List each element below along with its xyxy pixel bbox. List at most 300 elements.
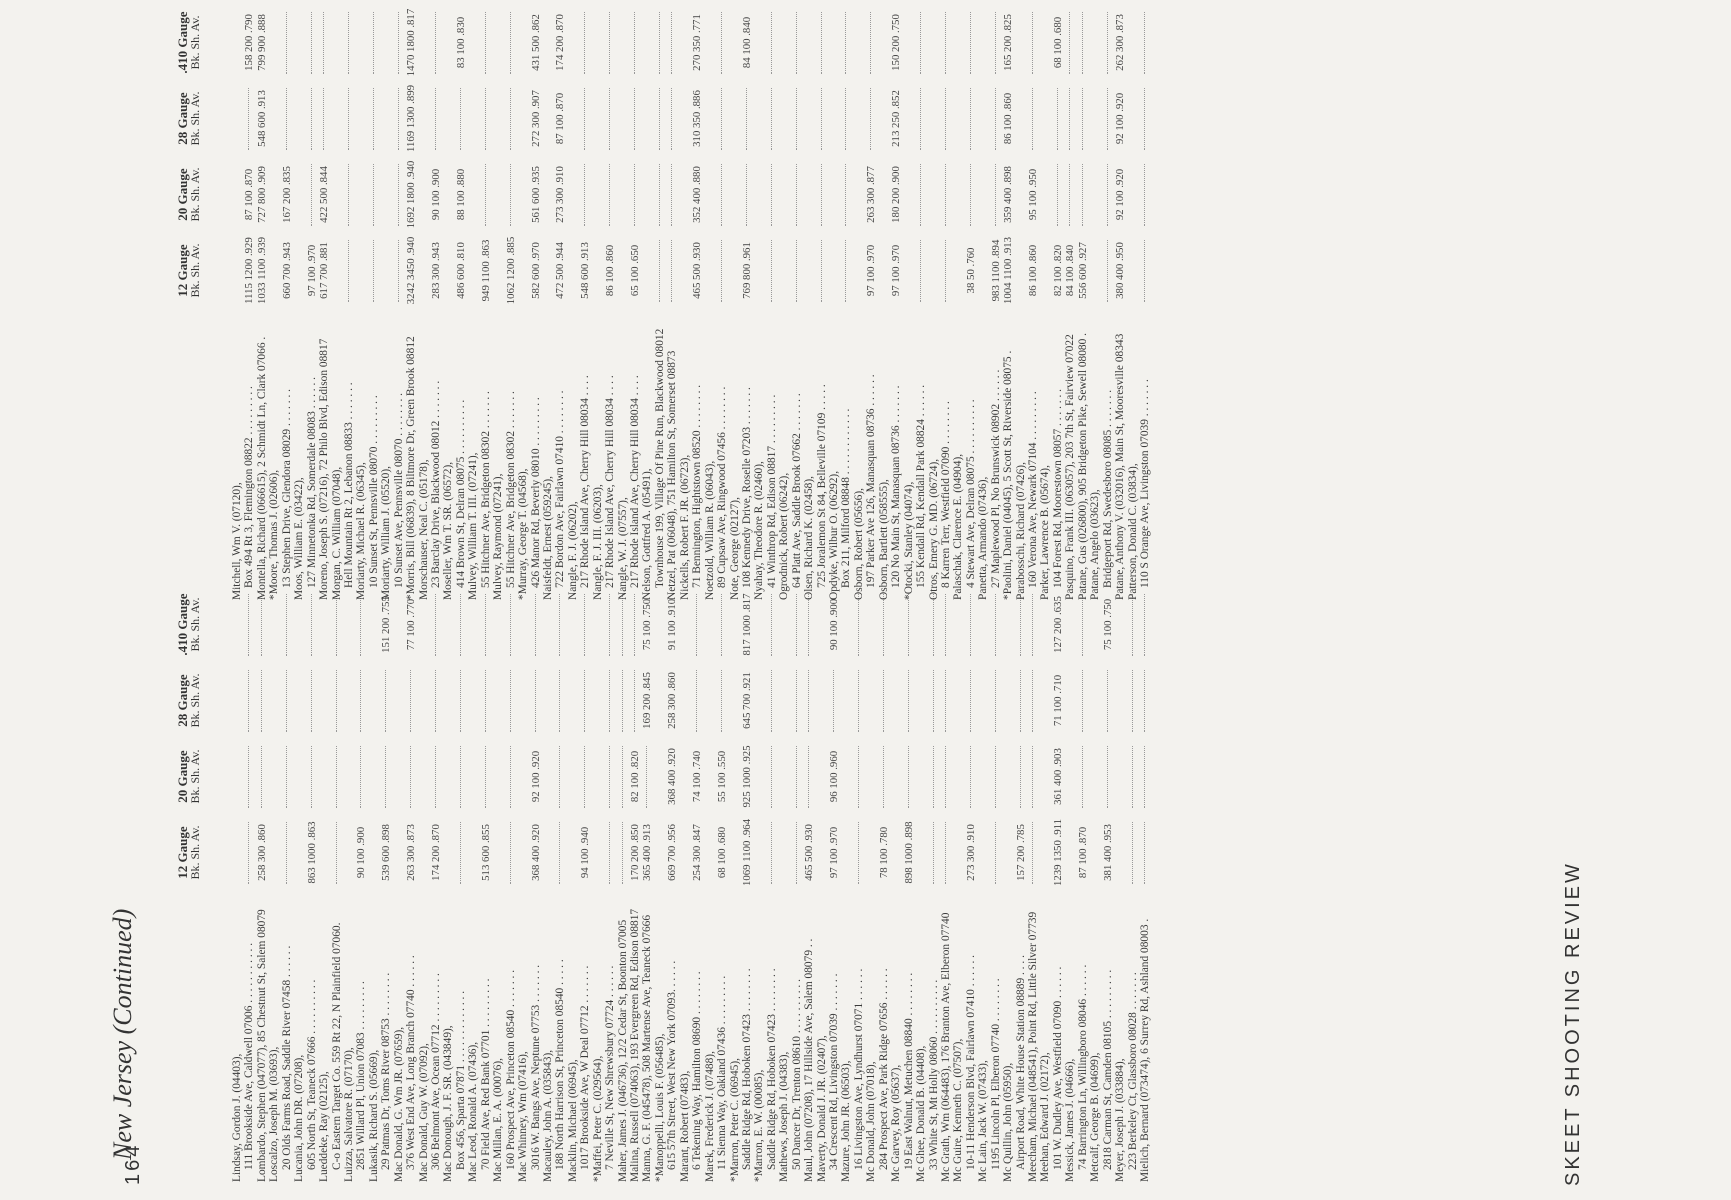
shooter-row [641,10,653,600]
score-cell: 352 400 .880 [691,166,704,223]
score-cell: 422 500 .844 [318,166,331,223]
gauge-header-28: 28 Gauge Bk. Sh. Av. [175,673,202,728]
shooter-row [977,592,989,1182]
shooter-name: Morgan, C. William (07048), [330,466,343,600]
score-cell: 548 600 .913 [255,90,268,147]
score-cell: 258 300 .860 [255,824,268,881]
shooter-name: Moos, William E. (03422), [293,477,306,600]
empty-score-leader [659,88,660,150]
empty-score-leader [1132,822,1133,884]
score-cell: 359 400 .898 [1002,166,1015,223]
empty-score-leader [634,670,635,732]
empty-score-leader [771,670,772,732]
score-cell: 254 300 .847 [691,824,704,881]
score-cell: 82 100 .820 [629,750,641,803]
score-cell: 381 400 .953 [1101,824,1114,881]
address-row [816,10,828,600]
shooter-row [567,592,579,1182]
score-cell: 513 600 .855 [479,824,492,881]
shooter-row [629,592,641,1182]
address-text: 101 W. Dudley Ave, Westfield 07090 . . . . . . [1051,966,1064,1170]
empty-score-leader [858,822,859,884]
score-cell: 556 600 .927 [1076,242,1089,299]
shooter-row [654,592,666,1182]
shooter-row [492,10,504,600]
shooter-list [231,592,1151,1182]
empty-score-leader [845,88,846,150]
address-row [331,592,343,1182]
score-cell: 86 100 .860 [604,244,617,297]
shooter-name: Netzel, Pat (06048), 751 Hamilton St, Somerset 08873 [666,350,679,600]
empty-score-leader [995,670,996,732]
section-title: New Jersey (Continued) [108,908,137,1160]
address-text: 615 57th Street, West New York 07093. . . . . . [666,960,679,1170]
shooter-name: Nickells, Robert F. JR. (06723), [678,454,691,600]
score-cell: 486 600 .810 [454,242,467,299]
empty-score-leader [261,670,262,732]
score-cell: 1239 1350 .911 [1051,818,1064,887]
address-row [840,10,852,600]
empty-score-leader [995,164,996,226]
shooter-name: Morschauser, Neal C. (05178), [417,459,430,600]
empty-score-leader [311,12,312,74]
address-text: 110 S Orange Ave, Livingston 07039 . . . . . . . [1138,379,1151,588]
shooter-name: Otros, Emery G. MD. (06724), [927,458,940,600]
empty-score-leader [808,746,809,808]
address-row [604,10,616,600]
address-row [455,592,467,1182]
empty-score-leader [796,746,797,808]
empty-score-leader [870,88,871,150]
empty-score-leader [348,88,349,150]
shooter-name: Mac Donough, J. F. SR. (043849), [442,1025,455,1182]
shooter-name: Patane, Gus (026800), 905 Bridgeton Pike, Sewell 08080 . [1076,332,1089,600]
empty-score-leader [336,594,337,656]
empty-score-leader [248,88,249,150]
address-row [306,10,318,600]
empty-score-leader [485,164,486,226]
empty-score-leader [311,746,312,808]
shooter-row [1002,592,1014,1182]
address-row [1077,592,1089,1182]
address-text: 426 Manor Rd, Beverly 08010 . . . . . . . . . [529,397,542,588]
score-cell: 465 500 .930 [803,824,816,881]
shooter-row [442,592,454,1182]
shooter-row [704,592,716,1182]
score-cell: 817 1000 .817 [740,593,753,656]
shooter-row [380,10,392,600]
score-cell: 75 100 .750 [641,598,654,651]
address-text: 50 Dancer Dr, Trenton 08610 . . . . . . . . . . [790,979,803,1170]
score-cell: 561 600 .935 [529,166,542,223]
empty-score-leader [435,12,436,74]
address-text: 160 Prospect Ave, Princeton 08540 . . . . . . . [504,969,517,1170]
shooter-row [890,592,902,1182]
shooter-row [1027,592,1039,1182]
shooter-row [231,592,243,1182]
address-row [865,10,877,600]
score-cell: 368 400 .920 [666,748,679,805]
empty-score-leader [261,594,262,656]
address-text: Box 494 Rt 3, Flemington 08822 . . . . . . . . . [243,386,256,588]
score-cell: 92 100 .920 [1114,92,1127,145]
shooter-name: Meehan, Edward J. (02172), [1039,1052,1052,1182]
address-text: 16 Livingston Ave, Lyndhurst 07071 . . . . . . [852,968,865,1170]
empty-score-leader [336,822,337,884]
address-text: 188 North Harrison St, Princeton 08540 . . . . . [554,959,567,1170]
address-row [554,10,566,600]
score-cell: 645 700 .921 [740,672,753,729]
score-cell: 270 350 .771 [691,14,704,71]
shooter-name: Malina, Russell (074063), 193 Evergreen Rd, Edison 08817 [629,908,641,1182]
empty-score-leader [510,670,511,732]
empty-score-leader [248,670,249,732]
address-row [368,10,380,600]
address-row [430,592,442,1182]
address-row [243,592,255,1182]
shooter-row [442,10,454,600]
score-cell: 97 100 .970 [890,244,903,297]
score-cell: 92 100 .920 [1114,168,1127,221]
shooter-row [778,592,790,1182]
score-cell: 82 100 .820 [1051,244,1064,297]
empty-score-leader [883,746,884,808]
gauge-header-12: 12 Gauge Bk. Sh. Av. [175,243,202,298]
shooter-name: Marek, Frederick J. (07488), [703,1051,716,1182]
shooter-name: Parabosschi, Richard (07426), [1014,462,1027,600]
empty-score-leader [622,822,623,884]
score-cell: 1115 1200 .929 [243,237,256,304]
empty-score-leader [559,594,560,656]
empty-score-leader [1144,12,1145,74]
shooter-row [617,10,629,600]
empty-score-leader [609,746,610,808]
shooter-row [268,10,280,600]
address-text: 1195 Lincoln Pl, Elberon 07740 . . . . . . . . [989,978,1002,1170]
shooter-name: Nelson, Gottfred A. (05491), [641,468,654,600]
empty-score-leader [771,12,772,74]
address-row [1052,10,1064,600]
shooter-row [1064,592,1076,1182]
shooter-name: Mc Grath, Wm (064483), 176 Branton Ave, Elberon 07740 [939,912,952,1182]
shooter-name: Lindsay, Gordon J. (04403), [231,1053,243,1182]
address-row [604,592,616,1182]
shooter-row [1064,10,1076,600]
shooter-name: Panetta, Armando (07436), [977,476,990,600]
score-cell: 310 350 .886 [691,90,704,147]
shooter-name: Mac Whinney, Wm (07416), [517,1051,530,1182]
empty-score-leader [435,746,436,808]
empty-score-leader [286,594,287,656]
empty-score-leader [1057,88,1058,150]
empty-score-leader [261,746,262,808]
empty-score-leader [933,746,934,808]
empty-score-leader [808,594,809,656]
shooter-row [592,10,604,600]
address-row [1102,10,1114,600]
shooter-row [567,10,579,600]
empty-score-leader [460,88,461,150]
shooter-row [418,592,430,1182]
empty-score-leader [1032,822,1033,884]
shooter-name: Mathews, Joseph J. (04383), [778,1051,791,1182]
empty-score-leader [1057,164,1058,226]
score-cell: 3242 3450 .940 [405,236,418,305]
address-row [791,10,803,600]
shooter-name: Maher, James J. (046736), 12/2 Cedar St, Boonton 07005 [616,919,629,1182]
score-cell: 78 100 .780 [877,826,890,879]
address-text: 64 Platt Ave, Saddle Brook 07662 . . . . . . . [790,393,803,588]
empty-score-leader [373,240,374,302]
shooter-name: Mazure, John JR. (06503), [840,1060,853,1182]
empty-score-leader [721,594,722,656]
address-text: 104 Forest Rd, Moorestown 08057 . . . . . . . [1051,388,1064,588]
score-cell: 472 500 .944 [554,242,567,299]
address-text: 71 Bennington, Hightstown 08520 . . . . . . . . [691,384,704,588]
shooter-name: Ogrodnick, Robert (06242), [778,472,791,600]
empty-score-leader [771,240,772,302]
gauge-header-20: 20 Gauge Bk. Sh. Av. [175,749,202,804]
shooter-row [467,592,479,1182]
address-text: 1017 Brookside Ave, W Deal 07712 . . . . . . . [579,965,592,1170]
empty-score-leader [348,12,349,74]
address-row [455,10,467,600]
empty-score-leader [945,88,946,150]
empty-score-leader [796,670,797,732]
empty-score-leader [1020,594,1021,656]
shooter-row [467,10,479,600]
shooter-name: *Marron, E. W. (00085), [753,1069,766,1182]
shooter-name: Patane, Angelo (03623), [1089,489,1102,600]
empty-score-leader [510,88,511,150]
empty-score-leader [995,594,996,656]
empty-score-leader [1082,746,1083,808]
empty-score-leader [696,670,697,732]
empty-score-leader [360,746,361,808]
address-text: 306 Belmont Ave, Ocean 07712 . . . . . . . . . [430,973,442,1170]
score-cell: 86 100 .860 [1027,244,1039,297]
shooter-row [293,10,305,600]
empty-score-leader [286,746,287,808]
score-cell: 90 100 .900 [355,826,368,879]
empty-score-leader [584,594,585,656]
score-cell: 368 400 .920 [529,824,542,881]
empty-score-leader [336,746,337,808]
shooter-name: Macauley, John A. (035843), [541,1049,554,1182]
shooter-name: Patterson, Donald C. (03834), [1126,463,1139,600]
empty-score-leader [646,746,647,808]
shooter-name: Mac Donald, Guy W. (07092), [417,1043,430,1182]
empty-score-leader [671,240,672,302]
address-text: 722 Bordon Ave, Fairlawn 07410 . . . . . . . . [554,390,567,588]
shooter-row [679,592,691,1182]
shooter-name: *Murray, George T. (04568), [517,468,530,600]
score-cell: 95 100 .950 [1027,168,1039,221]
empty-score-leader [845,240,846,302]
score-cell: 97 100 .970 [305,244,318,297]
empty-score-leader [1032,88,1033,150]
empty-score-leader [584,88,585,150]
empty-score-leader [510,822,511,884]
shooter-name: Parker, Lawrence B. (05674), [1039,465,1052,600]
score-cell: 90 100 .900 [828,598,840,651]
shooter-row [753,10,765,600]
empty-score-leader [435,670,436,732]
score-cell: 548 600 .913 [579,242,592,299]
shooter-name: Lukasik, Richard S. (05669), [367,1049,380,1182]
address-text: 27 Maplewood Pl, No Brunswick 08902 . . . . . . [989,369,1002,588]
shooter-row [828,10,840,600]
empty-score-leader [348,240,349,302]
empty-score-leader [721,12,722,74]
address-text: 89 Cupsaw Ave, Ringwood 07456 . . . . . . . . [716,386,729,588]
score-cell: 539 600 .898 [380,824,393,881]
score-cell: 91 100 .910 [666,598,679,651]
empty-score-leader [584,670,585,732]
empty-score-leader [460,594,461,656]
empty-score-leader [311,164,312,226]
empty-score-leader [1144,746,1145,808]
empty-score-leader [1107,88,1108,150]
shooter-row [803,592,815,1182]
empty-score-leader [510,12,511,74]
empty-score-leader [622,594,623,656]
shooter-name: Nyahay, Theodore R. (02460), [753,461,766,600]
empty-score-leader [671,164,672,226]
left-column [176,592,1151,1182]
score-cell: 75 100 .750 [1101,598,1114,651]
score-cell: 273 300 .910 [554,166,567,223]
score-cell: 1033 1100 .939 [255,236,268,305]
empty-score-leader [535,594,536,656]
empty-score-leader [821,164,822,226]
shooter-name: Loscalzo, Joseph M. (03693), [268,1046,281,1182]
score-cell: 949 1100 .863 [479,239,492,302]
shooter-name: Manna, G. F. (045478), 508 Martense Ave, Teaneck 07666 [641,914,654,1182]
empty-score-leader [634,594,635,656]
address-row [716,10,728,600]
shooter-name: Palaschak, Clarence E. (04904), [952,453,965,600]
empty-score-leader [908,594,909,656]
empty-score-leader [1069,88,1070,150]
shooter-name: Mc Guire, Kenneth C. (07507), [952,1038,965,1182]
address-row [791,592,803,1182]
empty-score-leader [771,822,772,884]
empty-score-leader [945,594,946,656]
empty-score-leader [410,746,411,808]
empty-score-leader [634,12,635,74]
empty-score-leader [808,670,809,732]
shooter-name: Mac Leod, Ronald A. (07436), [467,1041,480,1182]
address-row [405,592,417,1182]
empty-score-leader [373,88,374,150]
shooter-name: Moseller, Wm T. SR. (06572), [442,461,455,600]
empty-score-leader [634,164,635,226]
address-text: 605 North St, Teaneck 07666 . . . . . . . . . . [305,979,318,1170]
score-cell: 262 300 .873 [1114,14,1127,71]
shooter-name: *Manoppelli, Louis F. (056485), [653,1033,666,1182]
shooter-name: Moriarty, William J. (05520), [380,466,393,600]
empty-score-leader [945,822,946,884]
empty-score-leader [796,822,797,884]
address-row [480,592,492,1182]
address-row [766,592,778,1182]
shooter-name: Mulvey, Raymond (07241), [492,473,505,600]
shooter-name: Olsen, Richard K. (02458), [803,475,816,600]
empty-score-leader [883,594,884,656]
empty-score-leader [559,746,560,808]
address-row [878,592,890,1182]
address-text: 13 Stephen Drive, Glendora 08029 . . . . . . . [280,389,293,588]
empty-score-leader [510,746,511,808]
empty-score-leader [945,164,946,226]
empty-score-leader [1020,746,1021,808]
empty-score-leader [485,746,486,808]
shooter-name: Mulvey, William T. III. (07241), [467,452,480,600]
shooter-row [1039,592,1051,1182]
shooter-row [940,592,952,1182]
address-row [393,10,405,600]
empty-score-leader [995,746,996,808]
empty-score-leader [584,12,585,74]
address-text: 108 Kennedy Drive, Roselle 07203 . . . . . . . [740,387,753,588]
shooter-name: Marant, Robert (07483), [678,1070,691,1182]
score-cell: 92 100 .920 [529,750,542,803]
address-text: 725 Joralemon St 84, Belleville 07109 . . . . . [815,384,828,588]
address-text: 160 Verona Ave, Newark 07104 . . . . . . . . . [1027,391,1039,588]
score-cell: 157 200 .785 [1014,824,1027,881]
gauge-header-410: .410 Gauge Bk. Sh. Av. [175,11,202,74]
empty-score-leader [410,670,411,732]
shooter-name: Mc Donald, John (07018), [865,1061,878,1182]
address-text: Townhouse 199, Village Of Pine Run, Blackwood 08012 [653,328,666,588]
empty-score-leader [485,12,486,74]
empty-score-leader [609,164,610,226]
score-cell: 669 700 .956 [666,824,679,881]
address-row [579,10,591,600]
empty-score-leader [485,88,486,150]
empty-score-leader [933,594,934,656]
score-cell: 263 300 .877 [865,166,878,223]
score-cell: 68 100 .680 [1051,16,1064,69]
score-cell: 1062 1200 .885 [504,236,517,305]
score-cell: 127 200 .635 [1051,596,1064,653]
empty-score-leader [1144,822,1145,884]
score-cell: 97 100 .970 [828,826,840,879]
shooter-row [1015,10,1027,600]
address-row [1052,592,1064,1182]
shooter-name: Mac Donald, G. Wm JR. (07659), [392,1026,405,1182]
address-text: 20 Olds Farms Road, Saddle River 07458 . . . . . . [280,945,293,1170]
address-text: C-o Eastern Target Co. 559 Rt 22, N Plainfield 07060. [330,922,343,1170]
empty-score-leader [1032,746,1033,808]
gauge-header-410: .410 Gauge Bk. Sh. Av. [175,593,202,656]
shooter-name: Pasquino, Frank III. (063057), 203 7th St, Fairview 07022 [1064,334,1077,600]
empty-score-leader [858,670,859,732]
empty-score-leader [398,164,399,226]
empty-score-leader [970,594,971,656]
shooter-row [1089,592,1101,1182]
score-cell: 90 100 .900 [430,168,442,221]
empty-score-leader [920,88,921,150]
address-text: 10 Sunset St, Pennsville 08070 . . . . . . . . . [367,395,380,588]
empty-score-leader [1107,240,1108,302]
shooter-row [617,592,629,1182]
empty-score-leader [970,670,971,732]
empty-score-leader [671,88,672,150]
empty-score-leader [1082,594,1083,656]
score-cell: 87 100 .870 [554,92,567,145]
